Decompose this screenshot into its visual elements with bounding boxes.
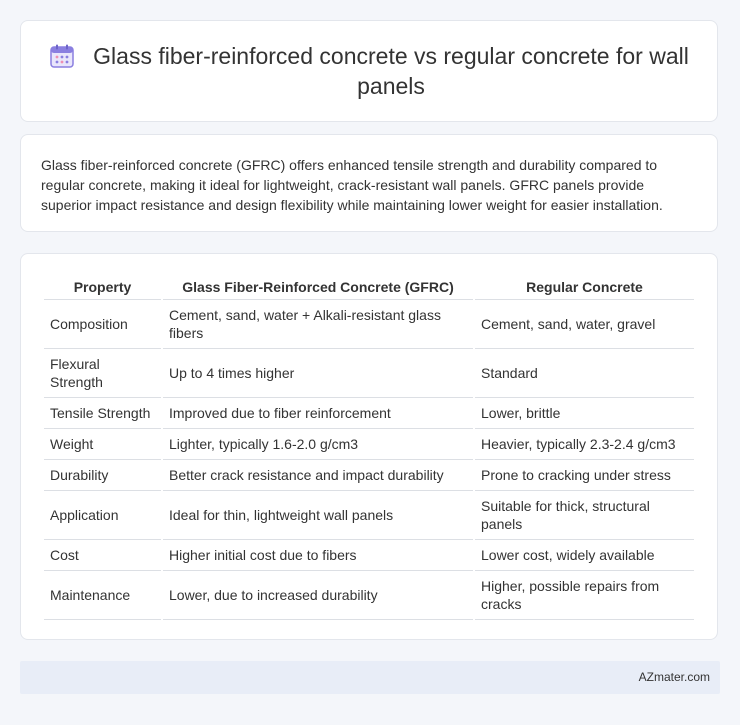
- table-row: [44, 491, 694, 540]
- comparison-table-card: [20, 253, 718, 640]
- table-row: [44, 300, 694, 349]
- calendar-icon: [49, 43, 75, 69]
- table-cell: Weight: [44, 429, 161, 460]
- column-header-regular-concrete: Regular Concrete: [475, 274, 694, 300]
- page-title: Glass fiber-reinforced concrete vs regular concrete for wall panels: [93, 43, 689, 99]
- table-cell: Lower, due to increased durability: [163, 571, 473, 620]
- table-row: [44, 460, 694, 491]
- table-cell: Higher, possible repairs from cracks: [475, 571, 694, 620]
- table-row: [44, 571, 694, 620]
- table-cell: Cost: [44, 540, 161, 571]
- table-cell: Lower cost, widely available: [475, 540, 694, 571]
- table-cell: Prone to cracking under stress: [475, 460, 694, 491]
- table-cell: Heavier, typically 2.3-2.4 g/cm3: [475, 429, 694, 460]
- table-cell: Lighter, typically 1.6-2.0 g/cm3: [163, 429, 473, 460]
- table-cell: Flexural Strength: [44, 349, 161, 398]
- table-cell: Tensile Strength: [44, 398, 161, 429]
- table-cell: Higher initial cost due to fibers: [163, 540, 473, 571]
- title-card: [20, 20, 718, 122]
- footer-bar: [20, 661, 720, 694]
- table-cell: Application: [44, 491, 161, 540]
- summary-text: Glass fiber-reinforced concrete (GFRC) offers enhanced tensile strength and durability compared to regular concrete, making it ideal for lightweight, crack-resistant wall panels. GFRC panels provide superior impact resistance and design flexibility while maintaining lower weight for easier installation.: [41, 157, 663, 213]
- table-header-row: [44, 274, 694, 300]
- table-cell: Lower, brittle: [475, 398, 694, 429]
- table-row: [44, 398, 694, 429]
- table-row: [44, 429, 694, 460]
- table-cell: Suitable for thick, structural panels: [475, 491, 694, 540]
- table-cell: Composition: [44, 300, 161, 349]
- column-header-gfrc: Glass Fiber-Reinforced Concrete (GFRC): [163, 274, 473, 300]
- comparison-table: [42, 274, 696, 620]
- table-cell: Up to 4 times higher: [163, 349, 473, 398]
- table-cell: Maintenance: [44, 571, 161, 620]
- table-cell: Ideal for thin, lightweight wall panels: [163, 491, 473, 540]
- footer-brand-link[interactable]: AZmater.com: [638, 670, 710, 684]
- title-wrap: [49, 41, 689, 101]
- table-cell: Cement, sand, water, gravel: [475, 300, 694, 349]
- table-cell: Improved due to fiber reinforcement: [163, 398, 473, 429]
- table-cell: Cement, sand, water + Alkali-resistant glass fibers: [163, 300, 473, 349]
- table-row: [44, 540, 694, 571]
- table-row: [44, 349, 694, 398]
- summary-card: [20, 134, 718, 232]
- table-cell: Better crack resistance and impact durability: [163, 460, 473, 491]
- table-cell: Standard: [475, 349, 694, 398]
- table-cell: Durability: [44, 460, 161, 491]
- column-header-property: Property: [44, 274, 161, 300]
